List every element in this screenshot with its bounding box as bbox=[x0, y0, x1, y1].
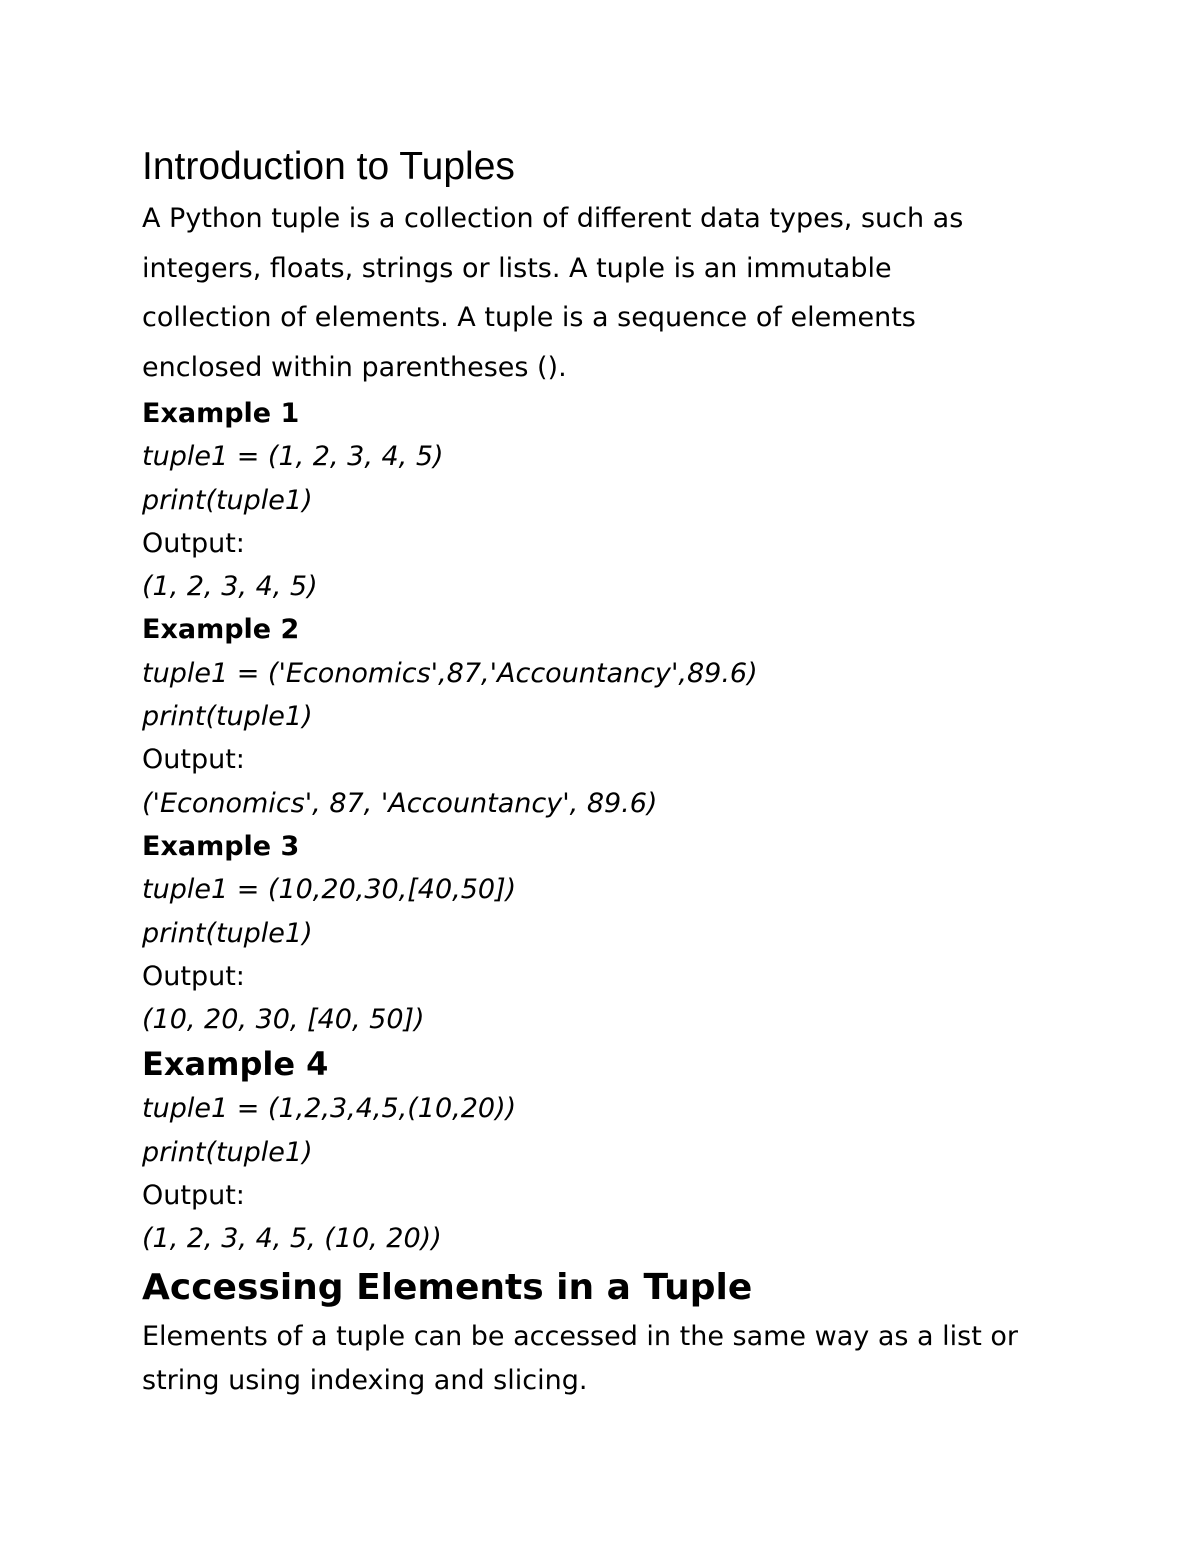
example-print: print(tuple1) bbox=[142, 917, 313, 949]
output-label: Output: bbox=[142, 527, 245, 559]
page-title: Introduction to Tuples bbox=[142, 145, 515, 188]
example-output: ('Economics', 87, 'Accountancy', 89.6) bbox=[142, 787, 658, 819]
section-line: string using indexing and slicing. bbox=[142, 1364, 588, 1396]
example-code: tuple1 = (1,2,3,4,5,(10,20)) bbox=[142, 1093, 517, 1125]
example-heading: Example 3 bbox=[142, 830, 300, 862]
intro-line: collection of elements. A tuple is a sequence of elements bbox=[142, 302, 916, 333]
example-heading: Example 2 bbox=[142, 614, 300, 646]
example-heading: Example 1 bbox=[142, 398, 300, 429]
example-code: tuple1 = (10,20,30,[40,50]) bbox=[142, 874, 517, 906]
example-output: (10, 20, 30, [40, 50]) bbox=[142, 1004, 425, 1036]
section-paragraph bbox=[142, 1315, 1102, 1403]
example-3 bbox=[142, 825, 1102, 1041]
output-label: Output: bbox=[142, 1180, 245, 1212]
example-output: (1, 2, 3, 4, 5) bbox=[142, 571, 318, 603]
output-label: Output: bbox=[142, 960, 245, 992]
section-heading: Accessing Elements in a Tuple bbox=[142, 1266, 753, 1308]
example-2 bbox=[142, 608, 1102, 824]
example-1 bbox=[142, 392, 1102, 608]
example-print: print(tuple1) bbox=[142, 701, 313, 733]
example-heading: Example 4 bbox=[142, 1045, 329, 1084]
example-output: (1, 2, 3, 4, 5, (10, 20)) bbox=[142, 1223, 442, 1255]
example-code: tuple1 = (1, 2, 3, 4, 5) bbox=[142, 441, 444, 473]
example-4 bbox=[142, 1041, 1102, 1260]
example-print: print(tuple1) bbox=[142, 1136, 313, 1168]
intro-paragraph bbox=[142, 194, 1102, 392]
intro-line: A Python tuple is a collection of different data types, such as bbox=[142, 203, 964, 234]
section-line: Elements of a tuple can be accessed in the same way as a list or bbox=[142, 1320, 1018, 1352]
intro-line: enclosed within parentheses (). bbox=[142, 351, 567, 383]
intro-line: integers, floats, strings or lists. A tuple is an immutable bbox=[142, 252, 892, 284]
output-label: Output: bbox=[142, 744, 245, 776]
example-code: tuple1 = ('Economics',87,'Accountancy',89.6) bbox=[142, 657, 758, 689]
example-print: print(tuple1) bbox=[142, 484, 313, 516]
document-page bbox=[142, 140, 1102, 1403]
